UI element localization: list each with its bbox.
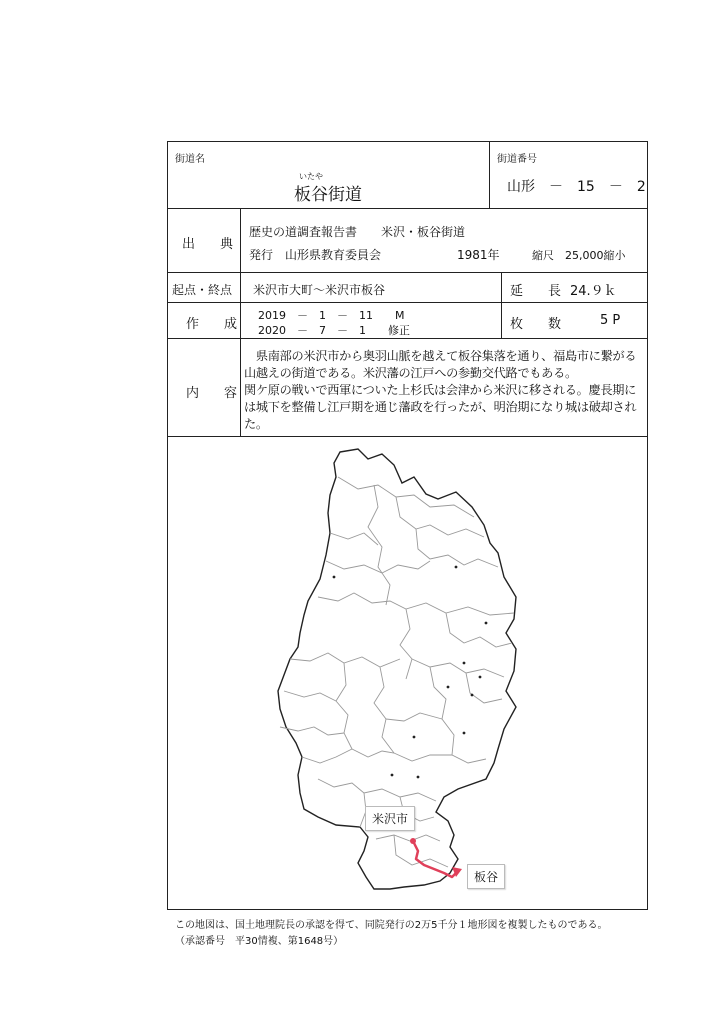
length-value: 24.９ｋ xyxy=(570,284,617,299)
source-year: 1981年 xyxy=(457,248,500,262)
length-label: 延 長 xyxy=(510,284,568,299)
source-scale: 縮尺 25,000縮小 xyxy=(532,249,626,262)
content-label: 内 容 xyxy=(186,386,244,401)
callout-yonezawa: 米沢市 xyxy=(365,806,415,831)
road-name-ruby: いたや xyxy=(299,172,323,181)
content-paragraph-1: 県南部の米沢市から奥羽山脈を越えて板谷集落を通り、福島市に繋がる山越えの街道である。米沢藩の江戸への参勤交代路でもある。 xyxy=(244,349,637,380)
created-line1: 2019 － 1 － 11 M xyxy=(258,309,405,322)
route-row xyxy=(168,273,647,303)
road-number: 山形 － 15 － 2 xyxy=(507,179,646,195)
content-paragraph-2: 関ケ原の戦いで西軍についた上杉氏は会津から米沢に移される。慶長期には城下を整備し江戸期を通じ藩政を行ったが、明治期になり城は破却された。 xyxy=(244,383,637,431)
route-label: 起点・終点 xyxy=(172,283,233,297)
route-start-marker xyxy=(410,838,416,844)
created-label: 作 成 xyxy=(186,317,244,332)
road-number-label: 街道番号 xyxy=(497,154,537,165)
map-area xyxy=(168,437,647,909)
content-text xyxy=(244,348,644,433)
road-name: 板谷街道 xyxy=(294,185,362,205)
source-title: 歴史の道調査報告書 米沢・板谷街道 xyxy=(249,225,466,239)
source-label: 出 典 xyxy=(182,237,240,252)
created-row xyxy=(168,303,647,339)
content-row xyxy=(168,339,647,437)
road-name-label: 街道名 xyxy=(175,154,205,165)
road-name-row xyxy=(168,142,647,209)
footer-approval: （承認番号 平30情複、第1648号） xyxy=(175,936,344,947)
route-value: 米沢市大町～米沢市板谷 xyxy=(253,283,386,297)
pages-label: 枚 数 xyxy=(510,317,568,332)
yamagata-map xyxy=(168,437,646,909)
footer-note: この地図は、国土地理院長の承認を得て、同院発行の2万5千分１地形図を複製したものである。 xyxy=(175,920,608,931)
pages-value: 5 P xyxy=(600,313,621,328)
source-publisher: 発行 山形県教育委員会 xyxy=(249,248,382,262)
source-row xyxy=(168,209,647,273)
callout-itaya: 板谷 xyxy=(467,864,505,889)
document-form xyxy=(167,141,648,910)
created-line2: 2020 － 7 － 1 修正 xyxy=(258,324,410,337)
